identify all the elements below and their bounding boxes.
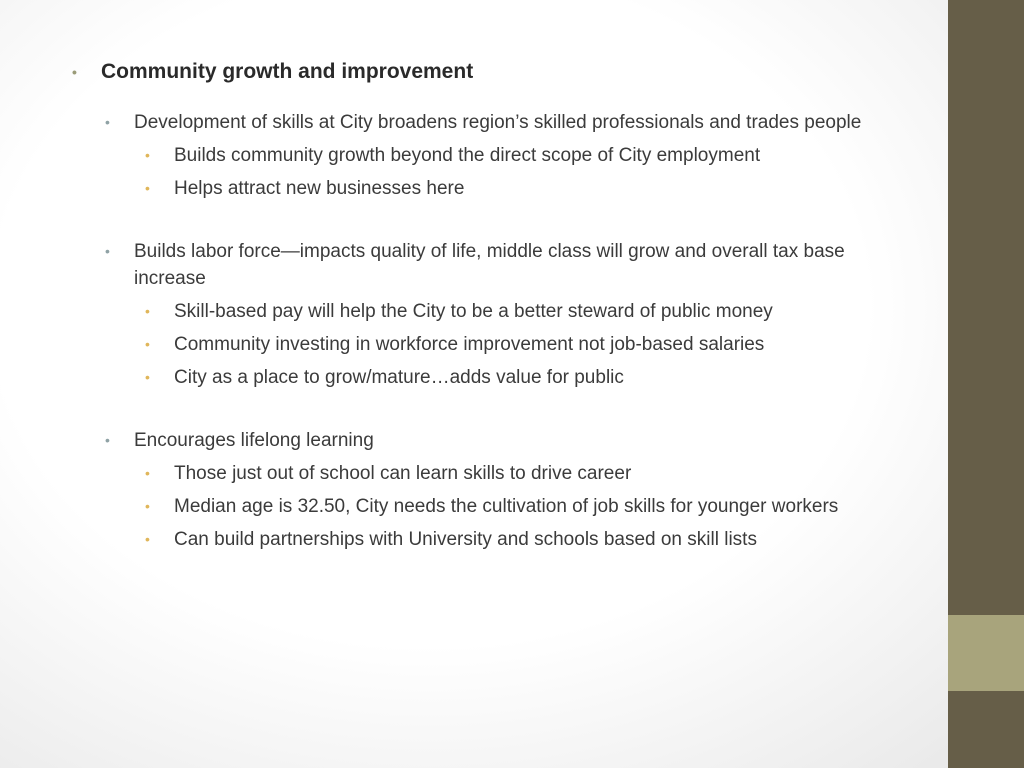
heading-text: Community growth and improvement (101, 60, 474, 83)
bullet-icon: • (145, 369, 150, 385)
bullet-icon: • (145, 180, 150, 196)
bullet-text: Development of skills at City broadens region’s skilled professionals and trades people (134, 112, 862, 133)
bullet-icon: • (145, 465, 150, 481)
bullet-icon: • (145, 303, 150, 319)
bullet-icon: • (145, 531, 150, 547)
bullet-icon: • (145, 498, 150, 514)
bullet-level3 (145, 331, 872, 358)
bullet-level3 (145, 526, 872, 553)
bullet-icon: • (105, 243, 110, 259)
bullet-text: Builds community growth beyond the direct scope of City employment (174, 145, 761, 166)
bullet-level2 (105, 109, 872, 136)
side-bar (948, 0, 1024, 768)
bullet-icon: • (105, 114, 110, 130)
slide-heading (72, 58, 872, 85)
bullet-level3 (145, 493, 872, 520)
bullet-text: Those just out of school can learn skills to drive career (174, 463, 632, 484)
bullet-level3 (145, 175, 872, 202)
bullet-text: Skill-based pay will help the City to be a better steward of public money (174, 301, 773, 322)
bullet-text: Can build partnerships with University and schools based on skill lists (174, 529, 757, 550)
slide-content (72, 58, 872, 553)
side-accent-block (948, 615, 1024, 691)
bullet-icon: • (145, 147, 150, 163)
bullet-icon: • (105, 432, 110, 448)
bullet-level3 (145, 364, 872, 391)
bullet-text: City as a place to grow/mature…adds value for public (174, 367, 624, 388)
bullet-level3 (145, 460, 872, 487)
bullet-text: Helps attract new businesses here (174, 178, 465, 199)
bullet-icon: • (145, 336, 150, 352)
bullet-level3 (145, 298, 872, 325)
bullet-level2 (105, 427, 872, 454)
bullet-icon: • (72, 64, 77, 80)
bullet-text: Encourages lifelong learning (134, 430, 374, 451)
bullet-level3 (145, 142, 872, 169)
bullet-text: Community investing in workforce improvement not job-based salaries (174, 334, 765, 355)
bullet-level2 (105, 238, 872, 292)
bullet-text: Builds labor force—impacts quality of life, middle class will grow and overall tax base increase (134, 241, 845, 289)
bullet-text: Median age is 32.50, City needs the cultivation of job skills for younger workers (174, 496, 839, 517)
